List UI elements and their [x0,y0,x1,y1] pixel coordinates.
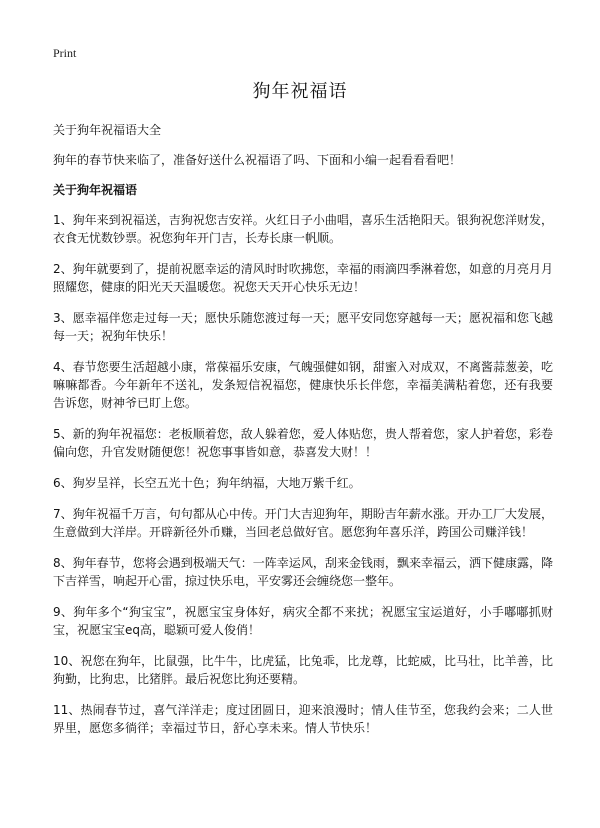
greeting-item-5: 5、新的狗年祝福您：老板顺着您，敌人躲着您，爱人体贴您，贵人帮着您，家人护着您，彩卷偏向您，升官发财随便您！祝您事事皆如意，恭喜发大财！！ [53,427,553,459]
intro-paragraph: 狗年的春节快来临了，准备好送什么祝福语了吗、下面和小编一起看看看吧！ [53,153,462,167]
greeting-item-9: 9、狗年多个“狗宝宝”，祝愿宝宝身体好，病灾全都不来扰；祝愿宝宝运道好，小手嘟嘟抓财宝，祝愿宝宝eq高，聪颖可爱人俊俏！ [53,605,553,637]
greeting-item-4: 4、春节您要生活超越小康，常葆福乐安康，气魄强健如钢，甜蜜入对成双，不离酱蒜葱姜，吃嘛嘛都香。今年新年不送礼，发条短信祝福您，健康快乐长伴您，幸福美满粘着您，还有我要告诉您，财神爷已盯上您。 [53,360,553,410]
page-title: 狗年祝福语 [252,81,348,102]
greeting-item-2: 2、狗年就要到了，提前祝愿幸运的清风时时吹拂您，幸福的雨滴四季淋着您，如意的月亮月月照耀您，健康的阳光天天温暖您。祝您天天开心快乐无边！ [53,262,553,294]
print-label: Print [53,46,77,60]
greeting-item-11: 11、热闹春节过，喜气洋洋走；度过团圆日，迎来浪漫时；情人佳节至，您我约会来；二人世界里，愿您多徜徉；幸福过节日，舒心享未来。情人节快乐！ [53,703,553,735]
greeting-item-7: 7、狗年祝福千万言，句句都从心中传。开门大吉迎狗年，期盼吉年薪水涨。开办工厂大发展，生意做到大洋岸。开辟新径外币赚，当回老总做好官。愿您狗年喜乐洋，跨国公司赚洋钱！ [53,507,553,539]
document-subtitle: 关于狗年祝福语大全 [53,123,162,137]
greeting-item-8: 8、狗年春节，您将会遇到极端天气：一阵幸运风，刮来金钱雨，飘来幸福云，洒下健康露，降下吉祥雪，响起开心雷，掠过快乐电，平安雾还会缠绕您一整年。 [53,556,553,588]
greeting-item-3: 3、愿幸福伴您走过每一天；愿快乐随您渡过每一天；愿平安同您穿越每一天；愿祝福和您飞越每一天；祝狗年快乐！ [53,311,553,343]
greeting-item-10: 10、祝您在狗年，比鼠强，比牛牛，比虎猛，比兔乖，比龙尊，比蛇威，比马壮，比羊善，比狗勤，比狗忠，比猪胖。最后祝您比狗还要精。 [53,654,553,686]
greeting-item-1: 1、狗年来到祝福送，吉狗祝您吉安祥。火红日子小曲唱，喜乐生活艳阳天。银狗祝您洋财发，衣食无忧数钞票。祝您狗年开门吉，长寿长康一帆顺。 [53,213,553,245]
section-heading: 关于狗年祝福语 [53,183,138,197]
document-body [53,121,553,750]
greeting-item-6: 6、狗岁呈祥，长空五光十色；狗年纳福，大地万紫千红。 [53,476,361,490]
